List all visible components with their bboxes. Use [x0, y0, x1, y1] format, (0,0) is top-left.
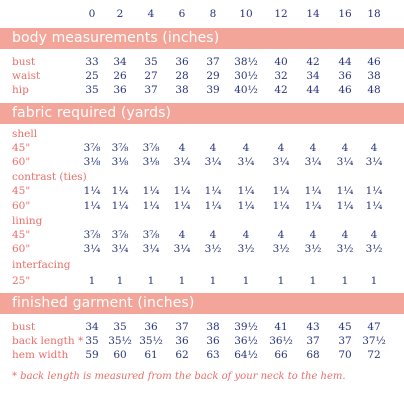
table-cell: 4 [277, 229, 285, 241]
table-cell: 4 [370, 229, 378, 241]
table-cell: 37 [175, 321, 189, 333]
table-row [0, 199, 404, 213]
table-cell: 1¼ [173, 200, 191, 212]
table-cell: 1¼ [237, 185, 255, 197]
table-cell: 4 [309, 142, 317, 154]
table-cell: 1¼ [83, 185, 101, 197]
table-cell: 35 [113, 321, 127, 333]
table-cell: 1¼ [142, 200, 160, 212]
table-cell: 36 [338, 70, 352, 82]
size-label: 10 [239, 8, 253, 20]
table-cell: 1¼ [111, 200, 129, 212]
row-label: hip [12, 84, 29, 96]
table-cell: 3½ [272, 243, 290, 255]
table-cell: 34 [113, 56, 127, 68]
table-cell: 4 [309, 229, 317, 241]
table-cell: 3¼ [237, 156, 255, 168]
section-title: finished garment (inches) [12, 295, 195, 311]
table-cell: 72 [367, 349, 381, 361]
table-cell: 42 [274, 84, 288, 96]
table-cell: 39½ [234, 321, 258, 333]
table-cell: 1¼ [336, 200, 354, 212]
table-cell: 36 [175, 335, 189, 347]
table-cell: 3½ [336, 243, 354, 255]
table-cell: 1 [309, 275, 317, 287]
table-row [0, 69, 404, 83]
row-label: bust [12, 321, 36, 333]
table-cell: 30½ [234, 70, 258, 82]
table-cell: 44 [306, 84, 320, 96]
table-cell: 43 [306, 321, 320, 333]
size-label: 8 [209, 8, 217, 20]
table-cell: 37½ [362, 335, 386, 347]
table-cell: 3⅛ [83, 156, 101, 168]
table-cell: 66 [274, 349, 288, 361]
table-cell: 47 [367, 321, 381, 333]
row-label: 45" [12, 229, 31, 241]
table-cell: 1¼ [83, 200, 101, 212]
table-cell: 34 [306, 70, 320, 82]
table-row [0, 155, 404, 169]
table-cell: 3¼ [111, 243, 129, 255]
table-cell: 36 [144, 321, 158, 333]
table-row [0, 184, 404, 198]
table-cell: 61 [144, 349, 158, 361]
table-cell: 3¼ [204, 156, 222, 168]
section-header-finished-garment [0, 293, 404, 314]
table-row [0, 242, 404, 256]
table-cell: 1¼ [304, 200, 322, 212]
table-cell: 36 [175, 56, 189, 68]
group-label: lining [12, 215, 43, 227]
row-label: 25" [12, 275, 31, 287]
table-cell: 3¼ [336, 156, 354, 168]
group-label-row [0, 258, 404, 272]
table-cell: 36½ [234, 335, 258, 347]
table-row [0, 334, 404, 348]
table-cell: 4 [178, 142, 186, 154]
table-cell: 1¼ [272, 200, 290, 212]
table-cell: 34 [85, 321, 99, 333]
table-cell: 35½ [108, 335, 132, 347]
size-label: 2 [116, 8, 124, 20]
table-cell: 4 [341, 229, 349, 241]
table-cell: 1¼ [111, 185, 129, 197]
table-cell: 4 [209, 142, 217, 154]
table-cell: 1¼ [272, 185, 290, 197]
size-label: 4 [147, 8, 155, 20]
table-cell: 1¼ [365, 200, 383, 212]
table-cell: 3⅞ [83, 142, 101, 154]
table-row [0, 274, 404, 288]
table-cell: 1¼ [173, 185, 191, 197]
table-cell: 59 [85, 349, 99, 361]
table-cell: 35½ [139, 335, 163, 347]
table-row [0, 228, 404, 242]
section-header-body-measurements [0, 28, 404, 49]
table-cell: 1 [88, 275, 96, 287]
table-cell: 27 [144, 70, 158, 82]
group-label-row [0, 214, 404, 228]
section-title: fabric required (yards) [12, 105, 172, 121]
group-label: interfacing [12, 259, 71, 271]
table-row [0, 55, 404, 69]
row-label: waist [12, 70, 41, 82]
row-label: bust [12, 56, 36, 68]
table-cell: 3⅞ [142, 229, 160, 241]
table-cell: 32 [274, 70, 288, 82]
table-cell: 3⅞ [142, 142, 160, 154]
table-cell: 1¼ [365, 185, 383, 197]
table-cell: 48 [367, 84, 381, 96]
table-cell: 35 [85, 335, 99, 347]
table-cell: 3¼ [83, 243, 101, 255]
table-cell: 39 [206, 84, 220, 96]
row-label: back length * [12, 335, 84, 347]
table-cell: 1 [277, 275, 285, 287]
table-cell: 1¼ [237, 200, 255, 212]
table-cell: 1¼ [204, 200, 222, 212]
table-cell: 63 [206, 349, 220, 361]
table-cell: 64½ [234, 349, 258, 361]
table-cell: 4 [370, 142, 378, 154]
table-cell: 46 [338, 84, 352, 96]
table-cell: 35 [144, 56, 158, 68]
table-cell: 1 [341, 275, 349, 287]
size-header-row [0, 7, 404, 21]
table-cell: 3⅞ [111, 229, 129, 241]
table-cell: 3¼ [272, 156, 290, 168]
table-cell: 4 [209, 229, 217, 241]
table-cell: 40½ [234, 84, 258, 96]
table-cell: 36 [206, 335, 220, 347]
size-label: 0 [88, 8, 96, 20]
group-label-row [0, 170, 404, 184]
table-cell: 25 [85, 70, 99, 82]
row-label: 45" [12, 142, 31, 154]
row-label: hem width [12, 349, 69, 361]
table-cell: 38 [175, 84, 189, 96]
table-cell: 1¼ [336, 185, 354, 197]
table-cell: 3¼ [365, 156, 383, 168]
row-label: 60" [12, 156, 31, 168]
table-cell: 3⅛ [111, 156, 129, 168]
table-cell: 38 [206, 321, 220, 333]
section-title: body measurements (inches) [12, 30, 220, 46]
size-label: 14 [306, 8, 320, 20]
table-cell: 3½ [365, 243, 383, 255]
table-row [0, 83, 404, 97]
table-cell: 1 [147, 275, 155, 287]
size-label: 18 [367, 8, 381, 20]
table-cell: 3⅞ [111, 142, 129, 154]
table-cell: 70 [338, 349, 352, 361]
table-cell: 1 [209, 275, 217, 287]
table-cell: 37 [338, 335, 352, 347]
table-cell: 37 [306, 335, 320, 347]
table-cell: 38½ [234, 56, 258, 68]
group-label: contrast (ties) [12, 171, 87, 183]
table-cell: 60 [113, 349, 127, 361]
table-cell: 1¼ [142, 185, 160, 197]
size-label: 16 [338, 8, 352, 20]
table-cell: 44 [338, 56, 352, 68]
table-cell: 62 [175, 349, 189, 361]
table-cell: 42 [306, 56, 320, 68]
table-cell: 4 [341, 142, 349, 154]
table-cell: 3¼ [173, 156, 191, 168]
table-cell: 1 [178, 275, 186, 287]
table-cell: 3¼ [142, 243, 160, 255]
row-label: 45" [12, 185, 31, 197]
table-row [0, 320, 404, 334]
group-label: shell [12, 128, 38, 140]
table-cell: 36½ [269, 335, 293, 347]
table-cell: 68 [306, 349, 320, 361]
table-cell: 3¼ [304, 156, 322, 168]
table-cell: 4 [242, 229, 250, 241]
table-cell: 3½ [237, 243, 255, 255]
table-cell: 29 [206, 70, 220, 82]
table-cell: 28 [175, 70, 189, 82]
size-label: 6 [178, 8, 186, 20]
table-cell: 1 [242, 275, 250, 287]
table-cell: 3½ [304, 243, 322, 255]
footnote: * back length is measured from the back of your neck to the hem. [12, 371, 346, 382]
table-cell: 1¼ [204, 185, 222, 197]
row-label: 60" [12, 200, 31, 212]
table-cell: 45 [338, 321, 352, 333]
table-cell: 26 [113, 70, 127, 82]
table-cell: 4 [242, 142, 250, 154]
table-cell: 40 [274, 56, 288, 68]
table-cell: 36 [113, 84, 127, 96]
table-cell: 3⅛ [142, 156, 160, 168]
group-label-row [0, 127, 404, 141]
table-cell: 1 [116, 275, 124, 287]
row-label: 60" [12, 243, 31, 255]
table-cell: 37 [144, 84, 158, 96]
table-cell: 35 [85, 84, 99, 96]
table-cell: 3½ [204, 243, 222, 255]
table-row [0, 141, 404, 155]
table-row [0, 348, 404, 362]
table-cell: 3¼ [173, 243, 191, 255]
table-cell: 37 [206, 56, 220, 68]
table-cell: 3⅞ [83, 229, 101, 241]
size-label: 12 [274, 8, 288, 20]
table-cell: 46 [367, 56, 381, 68]
table-cell: 33 [85, 56, 99, 68]
table-cell: 4 [178, 229, 186, 241]
table-cell: 4 [277, 142, 285, 154]
table-cell: 41 [274, 321, 288, 333]
table-cell: 38 [367, 70, 381, 82]
table-cell: 1 [370, 275, 378, 287]
table-cell: 1¼ [304, 185, 322, 197]
section-header-fabric-required [0, 103, 404, 124]
